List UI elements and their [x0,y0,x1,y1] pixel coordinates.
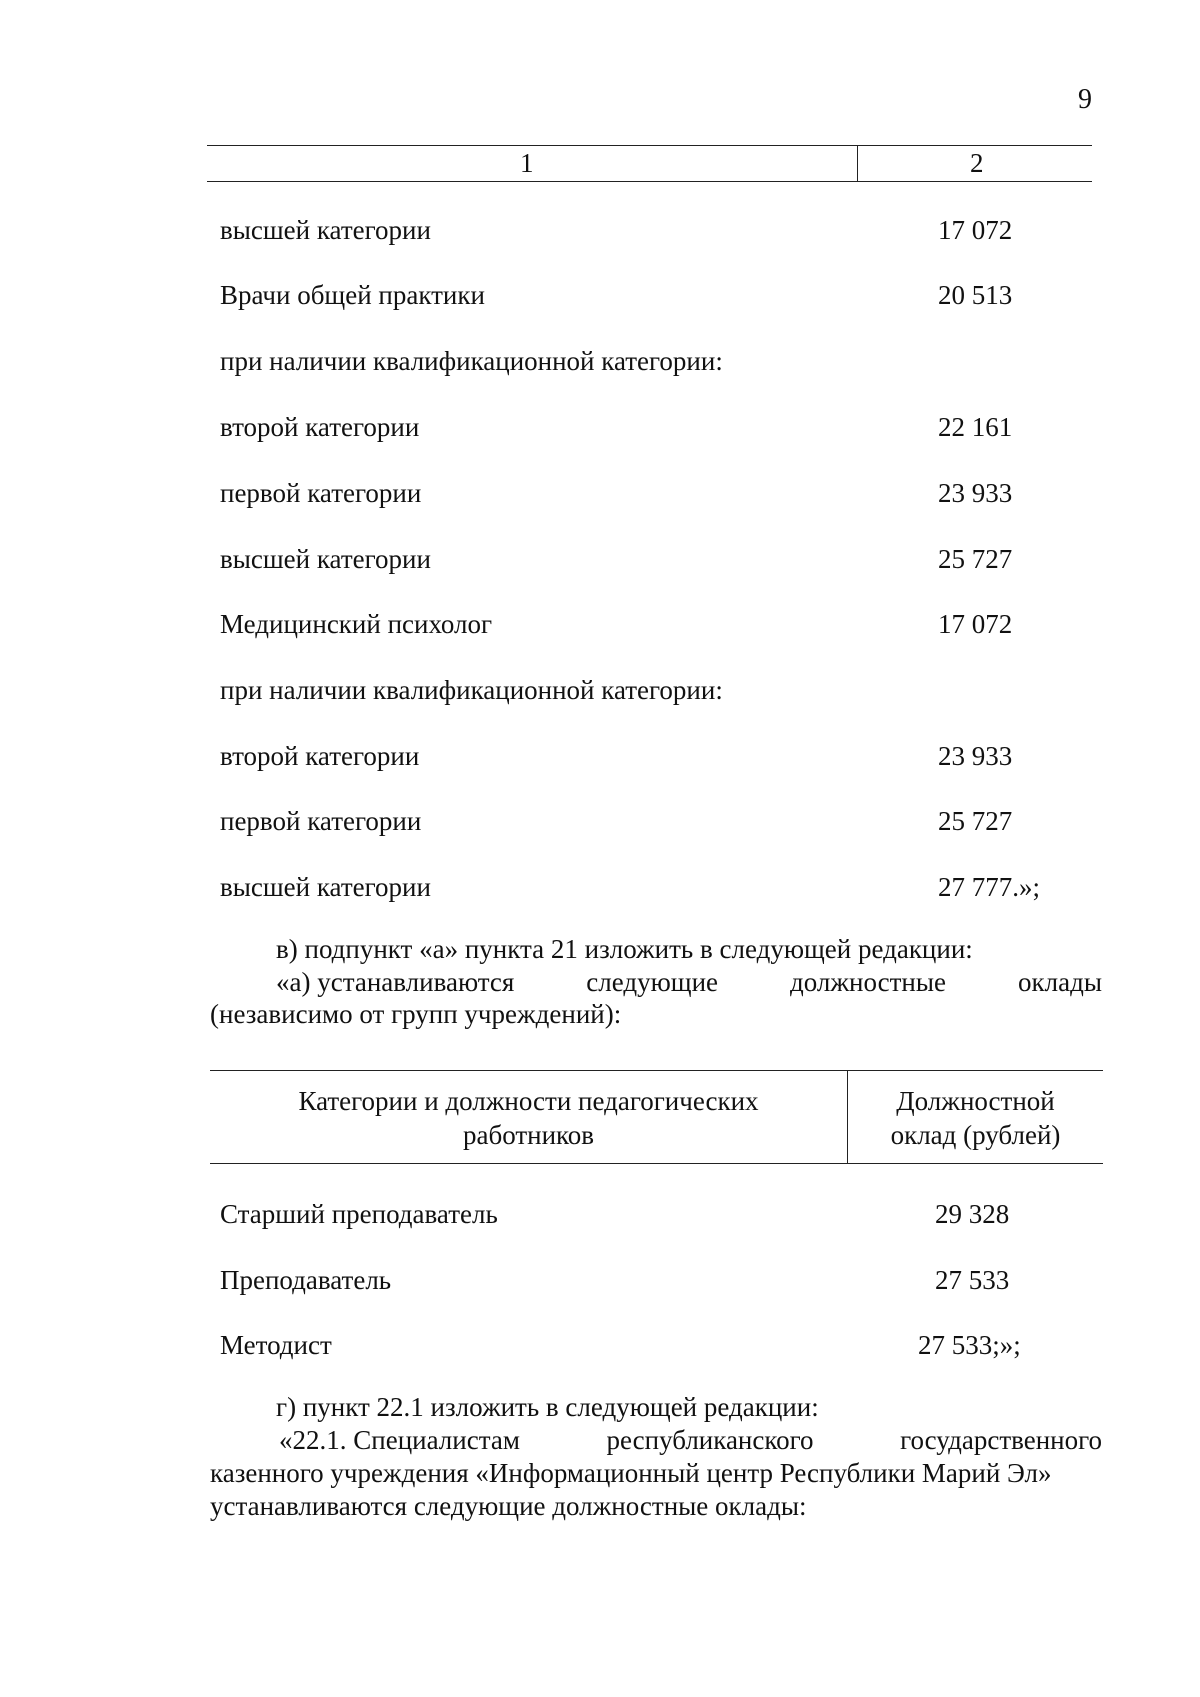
paragraph-line: устанавливаются следующие должностные оклады: [210,1491,807,1521]
table2-top-rule [210,1070,1103,1071]
row-value: 17 072 [938,215,1013,245]
table1-top-rule [207,145,1092,146]
row-value: 22 161 [938,412,1013,442]
table-row [0,872,1200,908]
row-label: первой категории [220,806,422,836]
table-row [0,478,1200,514]
row-value: 25 727 [938,544,1013,574]
row-value: 27 777.»; [938,872,1041,902]
row-value: 25 727 [938,806,1013,836]
table-row [0,280,1200,316]
table-row [0,544,1200,580]
paragraph-line: в) подпункт «а» пункта 21 изложить в следующей редакции: [276,934,973,964]
table-row [0,1330,1200,1366]
row-label: Методист [220,1330,332,1360]
header-line: оклад (рублей) [890,1120,1061,1150]
paragraph-line: казенного учреждения «Информационный центр Республики Марий Эл» [210,1458,1052,1488]
row-value: 20 513 [938,280,1013,310]
row-label: первой категории [220,478,422,508]
row-label: второй категории [220,741,420,771]
header-line: работников [462,1120,595,1150]
word: следующие [586,967,719,997]
page-number: 9 [1078,84,1092,115]
row-label: при наличии квалификационной категории: [220,675,723,705]
word: «22.1. Специалистам [279,1425,520,1455]
table1-header-col1: 1 [520,148,534,178]
table-row [0,1265,1200,1301]
word: «а) устанавливаются [276,967,515,997]
table-row [0,346,1200,382]
paragraph-line: (независимо от групп учреждений): [210,999,622,1029]
word: должностные [790,967,947,997]
word: республиканского [606,1425,814,1455]
table1-header-col2: 2 [970,148,984,178]
row-label: Медицинский психолог [220,609,493,639]
paragraph-line: г) пункт 22.1 изложить в следующей редакции: [276,1392,819,1422]
table1-column-divider [857,146,858,181]
table-row [0,806,1200,842]
table-row [0,675,1200,711]
row-value: 27 533 [935,1265,1010,1295]
table-row [0,215,1200,251]
table2-header-col1 [210,1084,847,1152]
table2-header-col2 [848,1084,1103,1152]
row-label: Врачи общей практики [220,280,485,310]
table1-header-rule [207,181,1092,182]
row-label: высшей категории [220,215,431,245]
word: оклады [1018,967,1102,997]
row-label: высшей категории [220,872,431,902]
table-row [0,1199,1200,1235]
row-value: 29 328 [935,1199,1010,1229]
table-row [0,609,1200,645]
row-value: 17 072 [938,609,1013,639]
row-label: Старший преподаватель [220,1199,498,1229]
header-line: Категории и должности педагогических [298,1086,759,1116]
paragraph-justified-line [279,1425,1102,1456]
row-value: 27 533;»; [918,1330,1021,1360]
table2-header-rule [210,1163,1103,1164]
row-label: при наличии квалификационной категории: [220,346,723,376]
table-row [0,412,1200,448]
header-line: Должностной [896,1086,1055,1116]
row-label: второй категории [220,412,420,442]
table-row [0,741,1200,777]
word: государственного [900,1425,1102,1455]
row-label: высшей категории [220,544,431,574]
row-value: 23 933 [938,478,1013,508]
paragraph-justified-line [276,967,1102,998]
row-value: 23 933 [938,741,1013,771]
row-label: Преподаватель [220,1265,392,1295]
